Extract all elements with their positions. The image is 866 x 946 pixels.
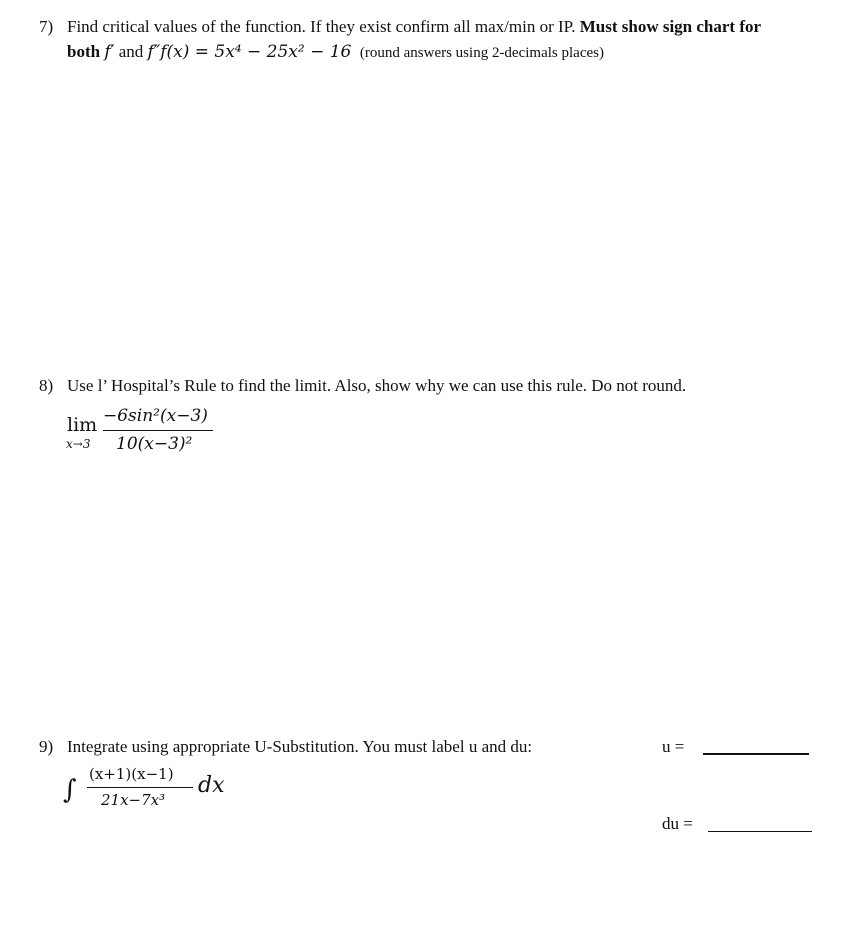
q7-fdoubleprime: f″ bbox=[147, 42, 161, 62]
du-answer-blank[interactable] bbox=[708, 831, 812, 832]
q7-both-bold: both bbox=[67, 42, 101, 61]
integral-sign: ∫ bbox=[63, 775, 77, 805]
q7-function: f(x) = 5x⁴ − 25x² − 16 bbox=[160, 42, 352, 62]
q9-dx: dx bbox=[198, 773, 225, 798]
q8-denominator: 10(x−3)² bbox=[116, 434, 193, 454]
q8-fraction-bar bbox=[103, 430, 213, 431]
q8-instruction: Use l’ Hospital’s Rule to find the limit. Also, show why we can use this rule. Do not round. bbox=[67, 376, 687, 395]
q7-line2 bbox=[67, 42, 604, 62]
u-label: u = bbox=[662, 737, 685, 756]
q7-fprime: f′ bbox=[104, 42, 115, 62]
q9-numerator: (x+1)(x−1) bbox=[89, 765, 174, 783]
q9-instruction: Integrate using appropriate U-Substitution. You must label u and du: bbox=[67, 737, 533, 756]
q7-line1 bbox=[67, 17, 761, 37]
q7-and: and bbox=[118, 42, 144, 61]
q9-number: 9) bbox=[39, 737, 54, 756]
q9-denominator: 21x−7x³ bbox=[101, 791, 166, 809]
q8-lim: lim bbox=[67, 414, 98, 436]
q8-number: 8) bbox=[39, 376, 54, 395]
q8-numerator: −6sin²(x−3) bbox=[103, 406, 208, 426]
q7-instruction: Find critical values of the function. If they exist confirm all max/min or IP. bbox=[67, 17, 576, 36]
q8-lim-subscript: x→3 bbox=[66, 437, 91, 451]
q7-number: 7) bbox=[39, 17, 54, 36]
u-answer-blank[interactable] bbox=[703, 753, 809, 755]
q7-rounding-note: (round answers using 2-decimals places) bbox=[359, 45, 604, 61]
q7-instruction-bold: Must show sign chart for bbox=[579, 17, 762, 36]
q9-fraction-bar bbox=[87, 787, 193, 788]
du-label: du = bbox=[662, 814, 693, 833]
